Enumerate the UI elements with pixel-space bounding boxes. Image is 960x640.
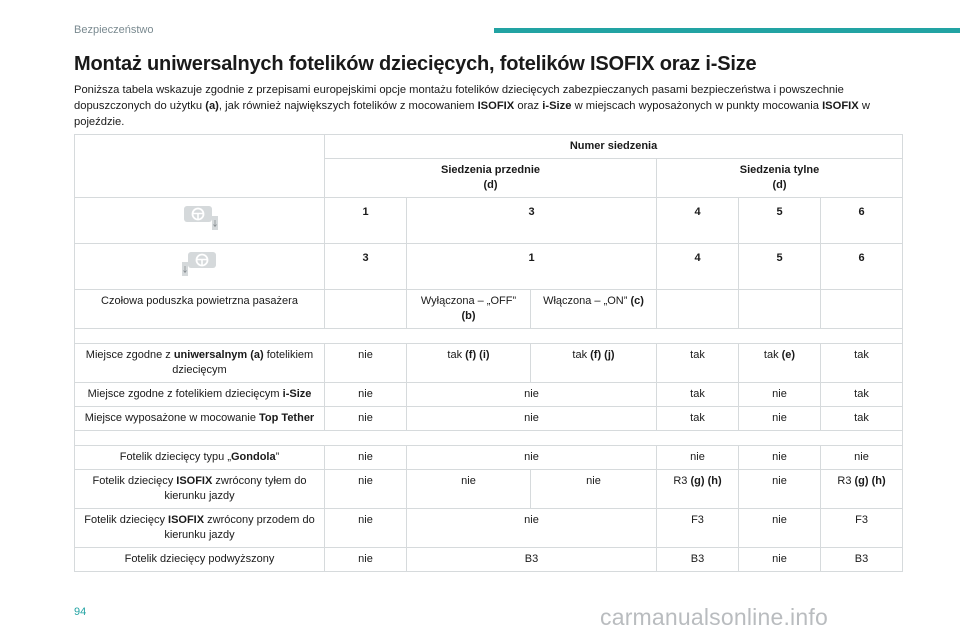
rhd-seat-3: 4	[657, 244, 739, 290]
steering-wheel-left-icon	[180, 203, 220, 233]
universal-c5-text: tak	[763, 349, 782, 361]
universal-c5-note: (e)	[781, 349, 796, 361]
isofix-front-label-post: zwrócony przodem do kierunku jazdy	[164, 514, 315, 541]
isofix-front-c5: F3	[821, 509, 903, 548]
gondola-c4: nie	[739, 446, 821, 470]
toptether-c3: tak	[657, 407, 739, 431]
lhd-seat-3: 4	[657, 198, 739, 244]
isofix-front-c1: nie	[325, 509, 407, 548]
isize-label-bold: i-Size	[282, 388, 312, 400]
isofix-front-label-bold: ISOFIX	[168, 514, 205, 526]
isofix-rear-c4-text: R3	[673, 475, 691, 487]
intro-bold-3: i-Size	[542, 100, 572, 112]
table-row-booster	[75, 548, 903, 572]
isofix-rear-c1: nie	[325, 470, 407, 509]
front-seats-note: (d)	[483, 179, 498, 191]
isize-c3: tak	[657, 383, 739, 407]
toptether-label-pre: Miejsce wyposażone w mocowanie	[84, 412, 260, 424]
lhd-seat-5: 6	[821, 198, 903, 244]
watermark: carmanualsonline.info	[600, 604, 828, 630]
spacer-cell	[75, 329, 903, 344]
rear-seats-label: Siedzenia tylne	[739, 164, 820, 176]
table-row-gondola	[75, 446, 903, 470]
gondola-label-bold: Gondola	[230, 451, 276, 463]
gondola-c1: nie	[325, 446, 407, 470]
universal-label	[75, 344, 325, 383]
spacer-cell-2	[75, 431, 903, 446]
isofix-rear-label-bold: ISOFIX	[176, 475, 213, 487]
table-row-isofix-rear	[75, 470, 903, 509]
intro-bold-2: ISOFIX	[477, 100, 515, 112]
toptether-c2: nie	[407, 407, 657, 431]
universal-c4: tak	[657, 344, 739, 383]
intro-text-1: Poniższa tabela wskazuje zgodnie z przepisami europejskimi opcje montażu fotelików dziecięcych zabezpieczanych pasami bezpieczeństwa i powszechnie dopuszczonych do użytku	[74, 84, 844, 112]
isofix-rear-c2: nie	[407, 470, 531, 509]
table-row-isofix-front	[75, 509, 903, 548]
page-number: 94	[74, 606, 87, 618]
airbag-on-text: Włączona – „ON”	[543, 295, 631, 307]
isofix-front-label	[75, 509, 325, 548]
universal-c3	[531, 344, 657, 383]
universal-label-pre: Miejsce zgodne z	[85, 349, 174, 361]
universal-c1: nie	[325, 344, 407, 383]
booster-c1: nie	[325, 548, 407, 572]
table-row-lhd	[75, 198, 903, 244]
booster-c3: B3	[657, 548, 739, 572]
rhd-seat-1: 3	[325, 244, 407, 290]
rhd-icon-cell	[75, 244, 325, 290]
universal-c2-text: tak	[447, 349, 466, 361]
isofix-front-c4: nie	[739, 509, 821, 548]
intro-paragraph	[74, 82, 894, 130]
lhd-icon-cell	[75, 198, 325, 244]
universal-c2-note: (f) (i)	[465, 349, 490, 361]
toptether-c5: tak	[821, 407, 903, 431]
airbag-on	[531, 290, 657, 329]
table-spacer-row	[75, 329, 903, 344]
toptether-c1: nie	[325, 407, 407, 431]
isofix-rear-c6-text: R3	[837, 475, 855, 487]
universal-c2	[407, 344, 531, 383]
child-seat-table	[74, 134, 903, 572]
booster-c5: B3	[821, 548, 903, 572]
isofix-front-label-pre: Fotelik dziecięcy	[84, 514, 169, 526]
toptether-c4: nie	[739, 407, 821, 431]
table-row-rhd	[75, 244, 903, 290]
gondola-label	[75, 446, 325, 470]
universal-c3-text: tak	[572, 349, 591, 361]
isofix-rear-label-pre: Fotelik dziecięcy	[92, 475, 177, 487]
rear-seats-note: (d)	[772, 179, 787, 191]
airbag-empty-5	[739, 290, 821, 329]
universal-label-bold: uniwersalnym (a)	[173, 349, 264, 361]
table-row-toptether	[75, 407, 903, 431]
lhd-seat-1: 1	[325, 198, 407, 244]
table-row-airbag	[75, 290, 903, 329]
table-row-universal	[75, 344, 903, 383]
gondola-c2: nie	[407, 446, 657, 470]
page-title: Montaż uniwersalnych fotelików dziecięcych, fotelików ISOFIX oraz i-Size	[74, 53, 757, 75]
isize-label-pre: Miejsce zgodne z fotelikiem dziecięcym	[87, 388, 283, 400]
booster-c2: B3	[407, 548, 657, 572]
universal-c6: tak	[821, 344, 903, 383]
airbag-empty-6	[821, 290, 903, 329]
isofix-rear-c3: nie	[531, 470, 657, 509]
intro-text-3: oraz	[514, 100, 543, 112]
booster-label: Fotelik dziecięcy podwyższony	[75, 548, 325, 572]
isofix-rear-c4	[657, 470, 739, 509]
steering-wheel-right-icon	[180, 249, 220, 279]
table-row-isize	[75, 383, 903, 407]
rear-seats-header	[657, 159, 903, 198]
table-spacer-row-2	[75, 431, 903, 446]
isize-c1: nie	[325, 383, 407, 407]
gondola-c5: nie	[821, 446, 903, 470]
isofix-rear-c6-note: (g) (h)	[854, 475, 886, 487]
universal-c5	[739, 344, 821, 383]
rhd-seat-2: 1	[407, 244, 657, 290]
gondola-c3: nie	[657, 446, 739, 470]
isofix-front-c3: F3	[657, 509, 739, 548]
table-corner-cell	[75, 135, 325, 198]
rhd-seat-4: 5	[739, 244, 821, 290]
airbag-on-note: (c)	[630, 295, 644, 307]
rhd-seat-5: 6	[821, 244, 903, 290]
section-accent-bar	[494, 28, 960, 33]
gondola-label-post: ”	[275, 451, 280, 463]
lhd-seat-4: 5	[739, 198, 821, 244]
toptether-label	[75, 407, 325, 431]
section-label: Bezpieczeństwo	[74, 24, 154, 36]
isofix-rear-c4-note: (g) (h)	[690, 475, 722, 487]
isofix-front-c2: nie	[407, 509, 657, 548]
intro-bold-4: ISOFIX	[822, 100, 859, 112]
intro-text-4: w miejscach wyposażonych w punkty mocowania	[571, 100, 823, 112]
isofix-rear-label	[75, 470, 325, 509]
universal-c3-note: (f) (j)	[590, 349, 615, 361]
intro-text-5: w pojeździe.	[74, 100, 870, 128]
booster-c4: nie	[739, 548, 821, 572]
airbag-off-note: (b)	[461, 310, 476, 322]
gondola-label-pre: Fotelik dziecięcy typu „	[119, 451, 231, 463]
isize-label	[75, 383, 325, 407]
intro-bold-1: (a)	[205, 100, 219, 112]
isofix-rear-c5: nie	[739, 470, 821, 509]
front-seats-label: Siedzenia przednie	[440, 164, 541, 176]
universal-label-post: fotelikiem dziecięcym	[172, 349, 314, 376]
isofix-rear-label-post: zwrócony tyłem do kierunku jazdy	[164, 475, 307, 502]
isize-c5: tak	[821, 383, 903, 407]
isize-c2: nie	[407, 383, 657, 407]
airbag-empty	[325, 290, 407, 329]
front-seats-header	[325, 159, 657, 198]
airbag-off	[407, 290, 531, 329]
intro-text-2: , jak również największych fotelików z mocowaniem	[218, 100, 478, 112]
seat-number-header: Numer siedzenia	[325, 135, 903, 159]
airbag-label: Czołowa poduszka powietrzna pasażera	[75, 290, 325, 329]
isofix-rear-c6	[821, 470, 903, 509]
isize-c4: nie	[739, 383, 821, 407]
toptether-label-bold: Top Tether	[259, 412, 315, 424]
airbag-off-text: Wyłączona – „OFF”	[420, 295, 517, 307]
airbag-empty-4	[657, 290, 739, 329]
lhd-seat-2: 3	[407, 198, 657, 244]
